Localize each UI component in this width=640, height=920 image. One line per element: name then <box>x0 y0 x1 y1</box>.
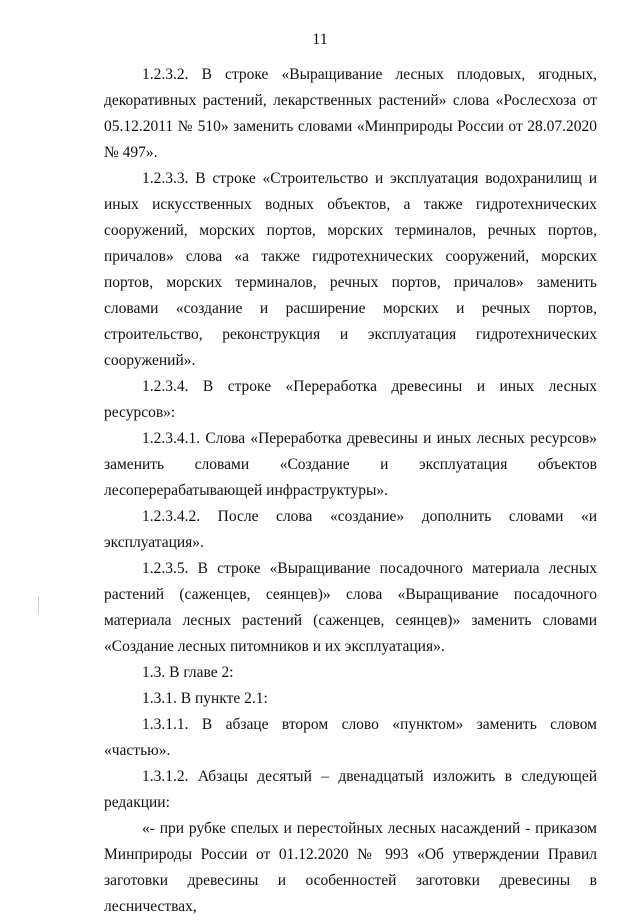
margin-mark <box>38 596 39 614</box>
paragraph-1-2-3-4-2: 1.2.3.4.2. После слова «создание» дополнить словами «и эксплуатация». <box>104 508 597 551</box>
document-body <box>104 62 597 920</box>
page-number: 11 <box>312 31 328 48</box>
paragraph-quote-start: «- при рубке спелых и перестойных лесных насаждений - приказом Минприроды России от 01.12.2020 № 993 «Об утверждении Правил заготовки древесины и особенностей заготовки древесины в лесничествах, <box>104 820 597 915</box>
paragraph-1-3-1-2: 1.3.1.2. Абзацы десятый – двенадцатый изложить в следующей редакции: <box>104 768 597 811</box>
paragraph-1-3: 1.3. В главе 2: <box>142 664 234 681</box>
paragraph-1-2-3-4-1: 1.2.3.4.1. Слова «Переработка древесины и иных лесных ресурсов» заменить словами «Создание и эксплуатация объектов лесоперерабатывающей инфраструктуры». <box>104 430 597 499</box>
paragraph-1-3-1-1: 1.3.1.1. В абзаце втором слово «пунктом» заменить словом «частью». <box>104 716 597 759</box>
paragraph-1-2-3-5: 1.2.3.5. В строке «Выращивание посадочного материала лесных растений (саженцев, сеянцев)» слова «Выращивание посадочного материала лесных растений (саженцев, сеянцев)» заменить словами «Создание лесных питомников и их эксплуатация». <box>104 560 597 655</box>
paragraph-1-3-1: 1.3.1. В пункте 2.1: <box>142 690 268 707</box>
paragraph-1-2-3-4: 1.2.3.4. В строке «Переработка древесины и иных лесных ресурсов»: <box>104 378 597 421</box>
paragraph-1-2-3-3: 1.2.3.3. В строке «Строительство и эксплуатация водохранилищ и иных искусственных водных объектов, а также гидротехнических сооружений, морских портов, морских терминалов, речных портов, причалов» слова «а также гидротехнических сооружений, морских портов, морских терминалов, речных портов, причалов» заменить словами «создание и расширение морских и речных портов, строительство, реконструкция и эксплуатация гидротехнических сооружений». <box>104 170 597 369</box>
paragraph-1-2-3-2: 1.2.3.2. В строке «Выращивание лесных плодовых, ягодных, декоративных растений, лекарственных растений» слова «Рослесхоза от 05.12.2011 № 510» заменить словами «Минприроды России от 28.07.2020 № 497». <box>104 66 597 161</box>
